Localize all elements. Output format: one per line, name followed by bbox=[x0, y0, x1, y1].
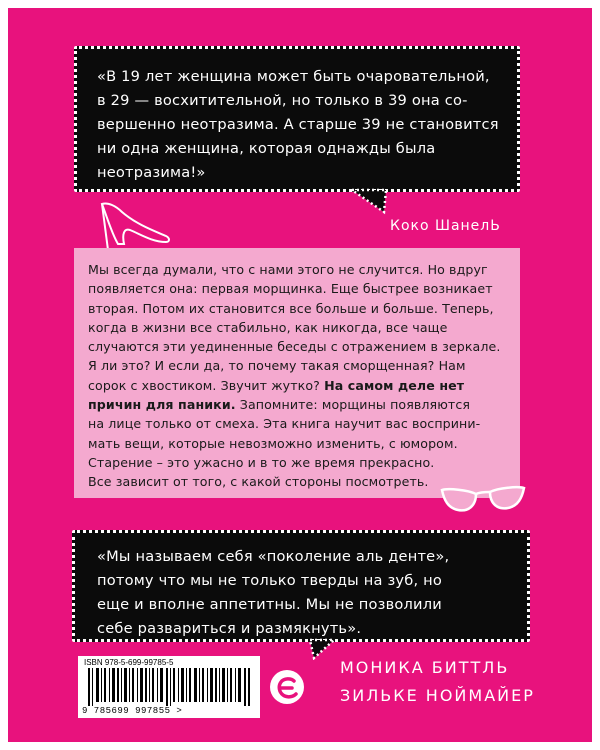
bottom-quote-text bbox=[97, 545, 511, 641]
description-line: случаются эти уединенные беседы с отражением в зеркале. bbox=[88, 339, 501, 355]
description-line: когда в жизни все стабильно, как никогда, все чаще bbox=[88, 319, 448, 335]
quote-attribution: Коко ШанелЬ bbox=[390, 218, 501, 234]
description-line: Мы всегда думали, что с нами этого не случится. Но вдруг bbox=[88, 262, 488, 277]
publisher-logo-icon bbox=[270, 670, 304, 704]
isbn-barcode bbox=[78, 656, 260, 718]
description-emphasis: На самом деле нет bbox=[324, 377, 465, 393]
high-heel-shoe-icon bbox=[94, 198, 174, 254]
publisher-logo bbox=[270, 670, 304, 704]
bottom-bubble-tail bbox=[308, 638, 336, 660]
description-line: вторая. Потом их становится все больше и больше. Теперь, bbox=[88, 300, 494, 316]
description-emphasis: причин для паники. bbox=[88, 397, 236, 413]
description-line: сорок с хвостиком. Звучит жутко? bbox=[88, 377, 320, 393]
description-line: мать вещи, которые невозможно изменить, с юмором. bbox=[88, 435, 458, 451]
description-line: Запомните: морщины появляются bbox=[239, 397, 471, 413]
bottom-quote-line: еще и вполне аппетитны. Мы не позволили bbox=[97, 596, 442, 613]
description-panel bbox=[74, 248, 520, 498]
top-quote-bubble bbox=[74, 46, 520, 192]
top-quote-line: неотразима!» bbox=[97, 164, 206, 181]
top-quote-text bbox=[97, 65, 499, 185]
isbn-digits: 9 785699 997855 > bbox=[82, 706, 183, 716]
bottom-quote-line: потому что мы не только тверды на зуб, но bbox=[97, 572, 443, 589]
barcode-bars bbox=[88, 668, 252, 706]
author-name: ЗИЛЬКЕ НОЙМАЙЕР bbox=[340, 686, 535, 705]
isbn-label: ISBN 978-5-699-99785-5 bbox=[84, 658, 174, 667]
description-text bbox=[88, 260, 510, 492]
top-quote-line: «В 19 лет женщина может быть очаровательной, bbox=[97, 68, 490, 85]
top-quote-line: ни одна женщина, которая однажды была bbox=[97, 140, 436, 157]
bottom-quote-line: «Мы называем себя «поколение аль денте», bbox=[97, 548, 450, 565]
author-name: МОНИКА БИТТЛЬ bbox=[340, 658, 510, 677]
description-line: на лице только от смеха. Эта книга научит вас восприни- bbox=[88, 416, 481, 432]
description-line: Я ли это? И если да, то почему такая сморщенная? Нам bbox=[88, 358, 466, 374]
bottom-quote-line: себе развариться и размякнуть». bbox=[97, 620, 362, 637]
cat-eye-glasses-icon bbox=[438, 482, 528, 518]
description-line: появляется она: первая морщинка. Еще быстрее возникает bbox=[88, 281, 493, 297]
description-line: Все зависит от того, с какой стороны посмотреть. bbox=[88, 474, 429, 490]
bottom-quote-bubble bbox=[72, 530, 530, 642]
book-back-cover bbox=[8, 8, 592, 742]
top-quote-line: в 29 — восхитительной, но только в 39 она со- bbox=[97, 92, 468, 109]
top-bubble-tail bbox=[350, 188, 390, 216]
description-line: Старение – это ужасно и в то же время прекрасно. bbox=[88, 454, 435, 470]
top-quote-line: вершенно неотразима. А старше 39 не становится bbox=[97, 116, 499, 133]
